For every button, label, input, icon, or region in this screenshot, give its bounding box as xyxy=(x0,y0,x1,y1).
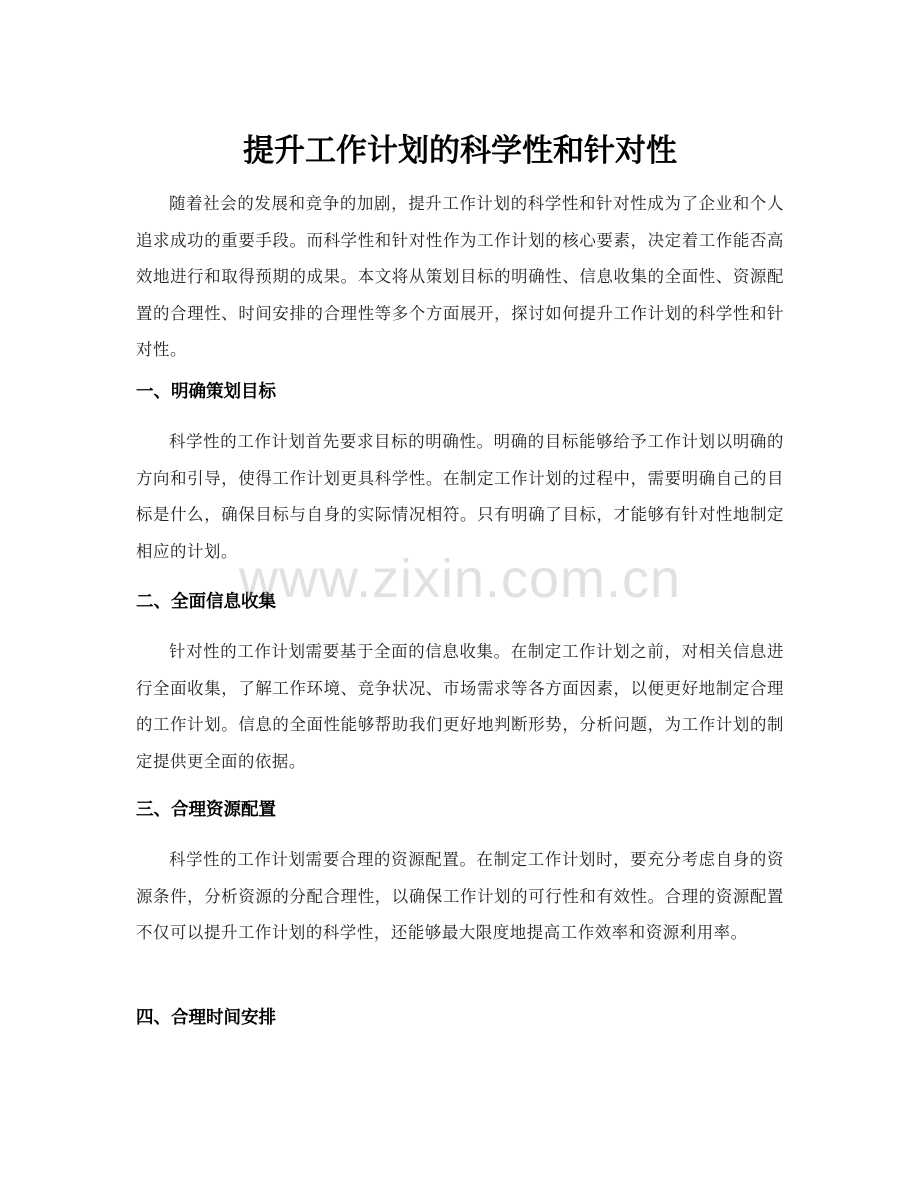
intro-paragraph: 随着社会的发展和竞争的加剧，提升工作计划的科学性和针对性成为了企业和个人追求成功的重要手段。而科学性和针对性作为工作计划的核心要素，决定着工作能否高效地进行和取得预期的成果。本文将从策划目标的明确性、信息收集的全面性、资源配置的合理性、时间安排的合理性等多个方面展开，探讨如何提升工作计划的科学性和针对性。 xyxy=(136,194,784,359)
section-body-3: 科学性的工作计划需要合理的资源配置。在制定工作计划时，要充分考虑自身的资源条件，分析资源的分配合理性，以确保工作计划的可行性和有效性。合理的资源配置不仅可以提升工作计划的科学性，还能够最大限度地提高工作效率和资源利用率。 xyxy=(136,850,784,942)
watermark: www.zixin.com.cn xyxy=(238,549,682,609)
section-body-2: 针对性的工作计划需要基于全面的信息收集。在制定工作计划之前，对相关信息进行全面收集，了解工作环境、竞争状况、市场需求等各方面因素，以便更好地制定合理的工作计划。信息的全面性能够帮助我们更好地判断形势，分析问题，为工作计划的制定提供更全面的依据。 xyxy=(136,642,784,771)
section-heading-3: 三、合理资源配置 xyxy=(136,800,276,820)
document-title: 提升工作计划的科学性和针对性 xyxy=(243,132,677,169)
section-heading-2: 二、全面信息收集 xyxy=(136,592,276,612)
section-body-1: 科学性的工作计划首先要求目标的明确性。明确的目标能够给予工作计划以明确的方向和引导，使得工作计划更具科学性。在制定工作计划的过程中，需要明确自己的目标是什么，确保目标与自身的实际情况相符。只有明确了目标，才能够有针对性地制定相应的计划。 xyxy=(136,432,784,561)
section-heading-1: 一、明确策划目标 xyxy=(136,382,276,402)
section-heading-4: 四、合理时间安排 xyxy=(136,1008,276,1028)
